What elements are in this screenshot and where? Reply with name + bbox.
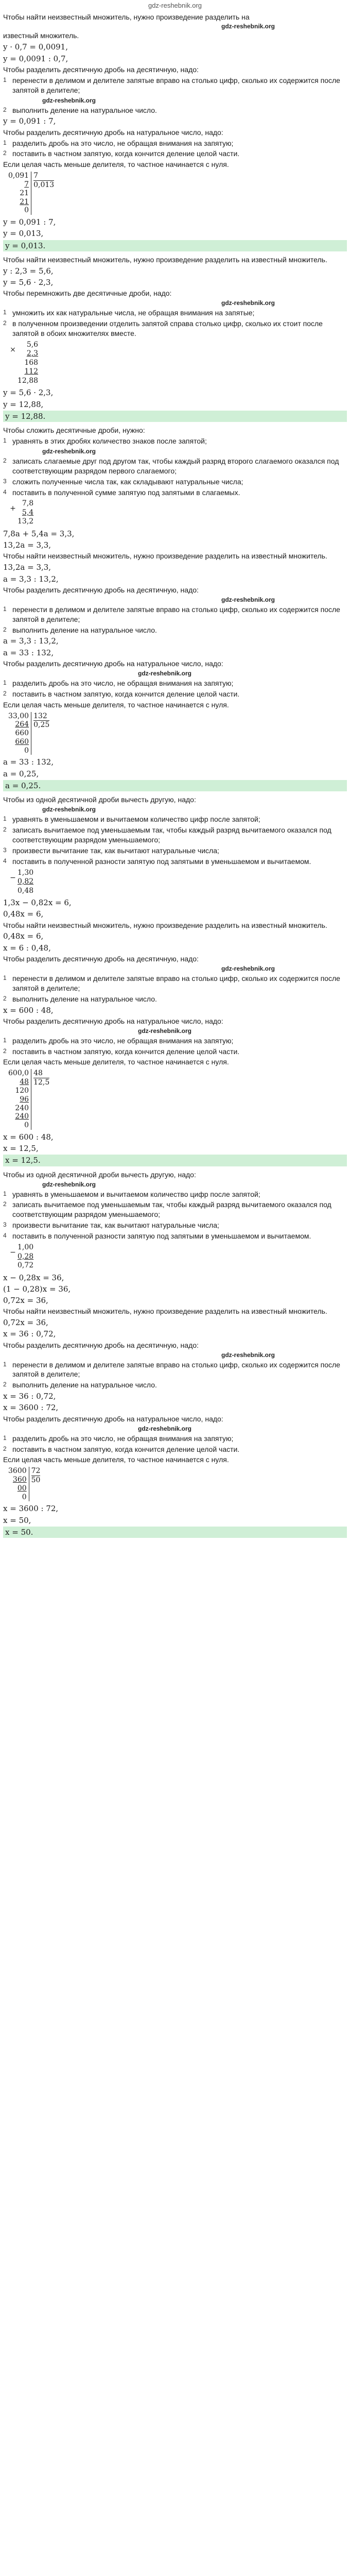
watermark: gdz-reshebnik.org	[221, 1351, 275, 1359]
step	[3, 308, 347, 318]
step-text: разделить дробь на это число, не обращая внимания на запятую;	[12, 679, 234, 687]
step	[3, 1200, 347, 1219]
watermark: gdz-reshebnik.org	[42, 96, 96, 104]
division-line: 7	[24, 180, 29, 189]
rule-text: Если целая часть меньше делителя, то частное начинается с нуля.	[3, 160, 229, 169]
division-line: 0	[24, 1121, 29, 1130]
watermark-row	[3, 447, 347, 455]
watermark: gdz-reshebnik.org	[42, 1180, 96, 1188]
division-line: 0	[24, 206, 29, 215]
quotient: 50	[31, 1476, 41, 1485]
equation: y · 0,7 = 0,0091,	[3, 42, 68, 52]
step-number: 3	[3, 1221, 7, 1229]
watermark: gdz-reshebnik.org	[221, 596, 275, 603]
rule-text: Чтобы разделить десятичную дробь на натуральное число, надо:	[3, 1414, 223, 1423]
equation: x = 3600 : 72,	[3, 1403, 59, 1413]
step	[3, 846, 347, 856]
watermark-row	[3, 1425, 347, 1433]
rule-text: Чтобы найти неизвестный множитель, нужно произведение разделить на известный множитель.	[3, 255, 327, 264]
long-division	[8, 1069, 347, 1130]
step	[3, 689, 347, 699]
divisor: 72	[31, 1467, 41, 1476]
step-number: 4	[3, 857, 7, 865]
division-line: 600,0	[8, 1069, 29, 1078]
step-text: поставить в частном запятую, когда кончится деление целой части.	[12, 689, 240, 698]
step-text: поставить в полученной разности запятую под запятыми в уменьшаемом и вычитаемом.	[12, 857, 311, 866]
answer-highlight: x = 50.	[3, 1527, 347, 1538]
step-text: записать вычитаемое под уменьшаемым так, чтобы каждый разряд вычитаемого оказался под соответствующим разрядом уменьшаемого;	[12, 1200, 331, 1219]
column-addition: + 7,8 5,4 13,2	[10, 499, 34, 526]
watermark-row	[3, 1351, 347, 1359]
division-line: 3600	[8, 1467, 27, 1476]
step-text: выполнить деление на натуральное число.	[12, 625, 157, 634]
step-text: умножить их как натуральные числа, не обращая внимания на запятые;	[12, 309, 255, 317]
equation: x = 36 : 0,72,	[3, 1329, 56, 1339]
equation: y = 0,091 : 7,	[3, 217, 56, 227]
step-number: 2	[3, 456, 7, 464]
rule-text: Чтобы найти неизвестный множитель, нужно произведение разделить на	[3, 12, 250, 21]
step-number: 2	[3, 1445, 7, 1452]
step	[3, 488, 347, 498]
step	[3, 1231, 347, 1241]
rule-text: Если целая часть меньше делителя, то частное начинается с нуля.	[3, 1058, 229, 1066]
step-number: 2	[3, 826, 7, 834]
step	[3, 1445, 347, 1454]
step	[3, 625, 347, 635]
division-line: 00	[17, 1484, 27, 1493]
equation: (1 − 0,28)x = 36,	[3, 1284, 71, 1294]
step-text: разделить дробь на это число, не обращая внимания на запятую;	[12, 139, 234, 147]
watermark: gdz-reshebnik.org	[221, 299, 275, 307]
equation: 7,8a + 5,4a = 3,3,	[3, 529, 75, 538]
step-text: произвести вычитание так, как вычитают натуральные числа;	[12, 1221, 219, 1230]
division-line: 240	[15, 1104, 29, 1112]
step-number: 2	[3, 994, 7, 1002]
step	[3, 477, 347, 487]
step	[3, 76, 347, 95]
column-subtraction: − 1,30 0,82 0,48	[10, 868, 34, 895]
rule-text: Чтобы найти неизвестный множитель, нужно произведение разделить на известный множитель.	[3, 1307, 327, 1316]
rule-text: Чтобы из одной десятичной дроби вычесть другую, надо:	[3, 1170, 196, 1179]
step	[3, 139, 347, 148]
minuend: 1,30	[18, 868, 34, 877]
step-number: 1	[3, 815, 7, 823]
division-line: 21	[20, 189, 29, 197]
partial-product: 112	[24, 367, 39, 376]
divisor: 132	[33, 711, 47, 720]
division-line: 120	[15, 1086, 29, 1095]
step	[3, 1360, 347, 1380]
watermark: gdz-reshebnik.org	[221, 964, 275, 972]
division-line: 264	[15, 720, 29, 729]
watermark-row	[3, 22, 347, 30]
equation: 0,48x = 6,	[3, 931, 44, 941]
watermark: gdz-reshebnik.org	[42, 806, 96, 814]
quotient: 0,013	[33, 181, 55, 189]
step-number: 4	[3, 488, 7, 496]
equation: 13,2a = 3,3,	[3, 540, 51, 550]
watermark: gdz-reshebnik.org	[138, 1425, 192, 1432]
equation: y = 0,0091 : 0,7,	[3, 54, 68, 63]
step-number: 1	[3, 974, 7, 981]
rule-text: Чтобы разделить десятичную дробь на десятичную, надо:	[3, 1341, 199, 1349]
step-number: 1	[3, 437, 7, 445]
division-line: 48	[20, 1078, 29, 1087]
step-text: перенести в делимом и делителе запятые вправо на столько цифр, сколько их содержится после запятой в делителе;	[12, 76, 340, 94]
step	[3, 436, 347, 446]
watermark-row	[3, 299, 347, 307]
step	[3, 149, 347, 159]
product: 12,88	[18, 376, 39, 385]
step-number: 1	[3, 1036, 7, 1044]
watermark: gdz-reshebnik.org	[138, 1027, 192, 1035]
long-division	[8, 1467, 347, 1501]
watermark-row	[3, 805, 347, 814]
step	[3, 857, 347, 867]
step-text: перенести в делимом и делителе запятые вправо на столько цифр, сколько их содержится после запятой в делителе;	[12, 974, 340, 992]
step	[3, 319, 347, 338]
step-number: 3	[3, 477, 7, 485]
equation: y = 5,6 · 2,3,	[3, 388, 54, 398]
division-line: 240	[15, 1112, 29, 1121]
equation: a = 3,3 : 13,2,	[3, 574, 59, 584]
step	[3, 605, 347, 624]
watermark: gdz-reshebnik.org	[138, 669, 192, 677]
step	[3, 456, 347, 476]
divisor: 48	[33, 1069, 43, 1078]
step-text: выполнить деление на натуральное число.	[12, 106, 157, 114]
equation: y : 2,3 = 5,6,	[3, 266, 54, 276]
step-number: 1	[3, 605, 7, 613]
factor: 2,3	[26, 349, 39, 358]
equation: 1,3x − 0,82x = 6,	[3, 898, 72, 908]
step-text: перенести в делимом и делителе запятые вправо на столько цифр, сколько их содержится после запятой в делителе;	[12, 605, 340, 623]
step	[3, 815, 347, 824]
addend: 5,4	[22, 508, 34, 517]
factor: 5,6	[26, 340, 39, 349]
step-number: 2	[3, 1200, 7, 1208]
step-number: 2	[3, 106, 7, 113]
equation: x = 3600 : 72,	[3, 1504, 59, 1514]
subtrahend: 0,28	[18, 1252, 34, 1261]
step-text: записать вычитаемое под уменьшаемым так, чтобы каждый разряд вычитаемого оказался под соответствующим разрядом уменьшаемого;	[12, 826, 331, 844]
division-line: 0	[22, 1493, 27, 1501]
step	[3, 825, 347, 845]
answer-highlight: y = 12,88.	[3, 411, 347, 422]
quotient: 0,25	[33, 721, 50, 730]
addend: 7,8	[22, 499, 34, 508]
division-line: 0,091	[8, 172, 29, 180]
division-line: 660	[15, 737, 29, 746]
step-text: сложить полученные числа так, как складывают натуральные числа;	[12, 477, 243, 486]
equation: x = 50,	[3, 1515, 31, 1525]
rule-text: Чтобы разделить десятичную дробь на десятичную, надо:	[3, 954, 199, 963]
step	[3, 994, 347, 1004]
step	[3, 1190, 347, 1199]
answer-highlight: a = 0,25.	[3, 780, 347, 791]
step-text: уравнять в этих дробях количество знаков после запятой;	[12, 437, 207, 446]
step-number: 1	[3, 1434, 7, 1442]
step-text: записать слагаемые друг под другом так, чтобы каждый разряд второго слагаемого оказался под соответствующим разрядом первого слагаемого;	[12, 456, 339, 475]
division-line: 0	[24, 746, 29, 755]
equation: y = 0,013,	[3, 229, 44, 239]
step-text: разделить дробь на это число, не обращая внимания на запятую;	[12, 1434, 234, 1443]
rule-text: Чтобы найти неизвестный множитель, нужно произведение разделить на известный множитель.	[3, 921, 327, 929]
watermark-row	[3, 1180, 347, 1189]
equation: x = 600 : 48,	[3, 1005, 54, 1015]
step-text: поставить в полученной разности запятую под запятыми в уменьшаемом и вычитаемом.	[12, 1232, 311, 1241]
rule-text: Чтобы разделить десятичную дробь на натуральное число, надо:	[3, 128, 223, 137]
equation: x = 36 : 0,72,	[3, 1392, 56, 1401]
rule-text: Чтобы разделить десятичную дробь на натуральное число, надо:	[3, 659, 223, 668]
watermark-row	[3, 669, 347, 677]
divisor: 7	[33, 172, 39, 180]
division-line: 96	[20, 1095, 29, 1104]
difference: 0,72	[18, 1261, 34, 1270]
watermark-row	[3, 596, 347, 604]
equation: y = 0,091 : 7,	[3, 116, 56, 126]
quotient: 12,5	[33, 1078, 50, 1087]
rule-text: Чтобы разделить десятичную дробь на десятичную, надо:	[3, 65, 199, 74]
difference: 0,48	[18, 886, 34, 895]
step-number: 1	[3, 76, 7, 83]
answer-highlight: y = 0,013.	[3, 240, 347, 251]
step	[3, 1380, 347, 1390]
equation: 0,72x = 36,	[3, 1318, 48, 1328]
equation: a = 33 : 132,	[3, 648, 54, 657]
equation: 0,72x = 36,	[3, 1296, 48, 1306]
rule-text: Чтобы найти неизвестный множитель, нужно произведение разделить на известный множитель.	[3, 552, 327, 561]
site-header: gdz-reshebnik.org	[148, 2, 202, 9]
equation: a = 33 : 132,	[3, 757, 54, 767]
equation: x = 12,5,	[3, 1144, 39, 1154]
rule-text: Чтобы перемножить две десятичные дроби, надо:	[3, 289, 172, 298]
step-number: 1	[3, 679, 7, 686]
watermark: gdz-reshebnik.org	[42, 447, 96, 455]
watermark-row	[3, 1027, 347, 1035]
step-text: уравнять в уменьшаемом и вычитаемом количество цифр после запятой;	[12, 1190, 260, 1198]
subtrahend: 0,82	[18, 877, 34, 886]
step-number: 4	[3, 1232, 7, 1240]
step-number: 3	[3, 846, 7, 854]
step-text: разделить дробь на это число, не обращая внимания на запятую;	[12, 1036, 234, 1045]
step	[3, 106, 347, 115]
step-number: 2	[3, 319, 7, 327]
step-text: произвести вычитание так, как вычитают натуральные числа;	[12, 846, 219, 855]
rule-text: Чтобы сложить десятичные дроби, нужно:	[3, 426, 145, 435]
answer-highlight: x = 12,5.	[3, 1155, 347, 1166]
long-division	[8, 172, 347, 215]
step-text: выполнить деление на натуральное число.	[12, 1381, 157, 1389]
step-number: 2	[3, 625, 7, 633]
step-text: выполнить деление на натуральное число.	[12, 994, 157, 1003]
watermark-row	[3, 96, 347, 105]
division-line: 360	[12, 1476, 27, 1484]
sum: 13,2	[18, 517, 34, 526]
step	[3, 679, 347, 688]
equation: x = 6 : 0,48,	[3, 943, 51, 953]
division-line: 660	[15, 729, 29, 738]
step	[3, 1036, 347, 1046]
long-division	[8, 712, 347, 755]
step	[3, 1047, 347, 1057]
column-multiplication: × 5,6 2,3 168 112 12,88	[10, 340, 39, 385]
division-line: 33,00	[8, 711, 29, 720]
rule-text: Если целая часть меньше делителя, то частное начинается с нуля.	[3, 1455, 229, 1464]
step-text: поставить в полученной сумме запятую под запятыми в слагаемых.	[12, 488, 240, 497]
equation: x − 0,28x = 36,	[3, 1273, 64, 1282]
equation: 13,2a = 3,3,	[3, 563, 51, 572]
equation: y = 12,88,	[3, 399, 44, 409]
partial-product: 168	[24, 358, 39, 367]
step-number: 2	[3, 1047, 7, 1055]
minuend: 1,00	[18, 1243, 34, 1252]
step-number: 2	[3, 149, 7, 157]
step-number: 2	[3, 689, 7, 697]
step	[3, 1434, 347, 1444]
watermark-row	[3, 964, 347, 973]
step-number: 1	[3, 1190, 7, 1197]
step-text: поставить в частном запятую, когда кончится деление целой части.	[12, 149, 240, 158]
rule-text: Если целая часть меньше делителя, то частное начинается с нуля.	[3, 700, 229, 709]
rule-text: Чтобы разделить десятичную дробь на натуральное число, надо:	[3, 1016, 223, 1025]
equation: x = 600 : 48,	[3, 1132, 54, 1142]
step	[3, 974, 347, 993]
step	[3, 1221, 347, 1230]
equation: 0,48x = 6,	[3, 909, 44, 919]
rule-text: известный множитель.	[3, 31, 79, 40]
equation: a = 3,3 : 13,2,	[3, 636, 59, 646]
division-line: 21	[20, 197, 29, 206]
step-text: поставить в частном запятую, когда кончится деление целой части.	[12, 1047, 240, 1056]
step-number: 1	[3, 1360, 7, 1368]
column-subtraction: − 1,00 0,28 0,72	[10, 1243, 34, 1270]
step-number: 2	[3, 1381, 7, 1388]
equation: a = 0,25,	[3, 769, 39, 778]
step-text: в полученном произведении отделить запятой справа столько цифр, сколько их стоит после запятой в обоих множителях вместе.	[12, 319, 323, 337]
watermark: gdz-reshebnik.org	[221, 23, 275, 30]
rule-text: Чтобы разделить десятичную дробь на десятичную, надо:	[3, 585, 199, 594]
step-text: поставить в частном запятую, когда кончится деление целой части.	[12, 1445, 240, 1453]
step-number: 1	[3, 309, 7, 316]
equation: y = 5,6 · 2,3,	[3, 278, 54, 287]
step-text: перенести в делимом и делителе запятые вправо на столько цифр, сколько их содержится после запятой в делителе;	[12, 1360, 340, 1379]
rule-text: Чтобы из одной десятичной дроби вычесть другую, надо:	[3, 795, 196, 804]
step-number: 1	[3, 139, 7, 146]
step-text: уравнять в уменьшаемом и вычитаемом количество цифр после запятой;	[12, 815, 260, 824]
